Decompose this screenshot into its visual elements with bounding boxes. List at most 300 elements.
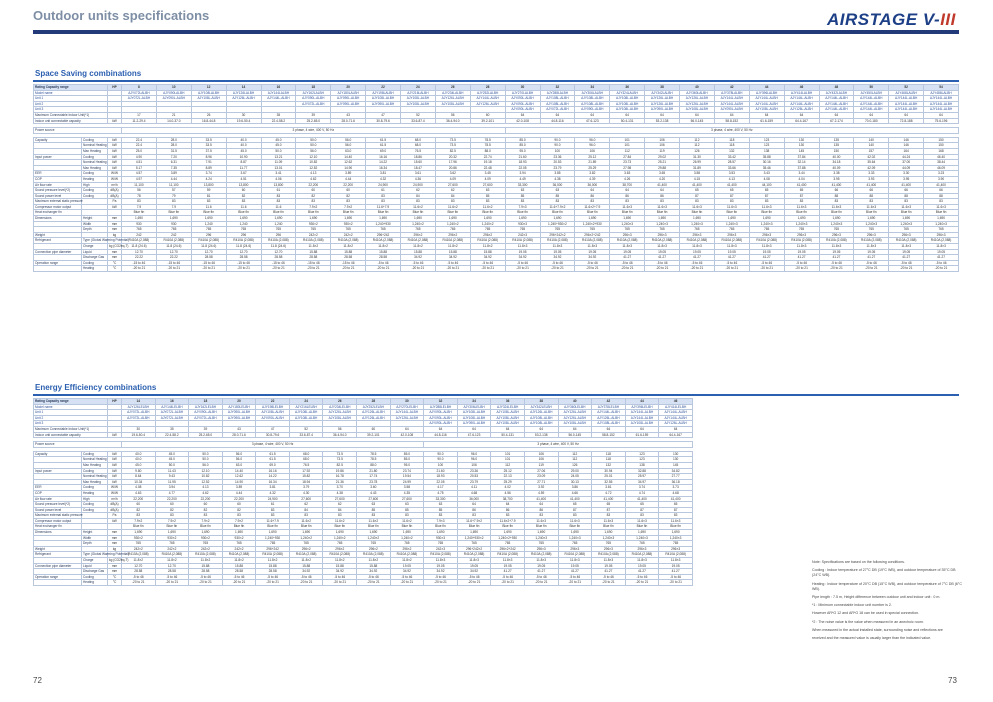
table-cell: 41.27 [784,255,819,261]
table-cell: 7.20 [156,154,191,160]
table-cell: 1,690 [390,530,424,536]
table-cell: 3.41 [261,171,296,177]
table-cell: 25.2-65.0 [296,118,331,124]
table-cell: 42 [592,399,626,405]
table-cell: 82 [155,507,189,513]
row-label: Input power [34,154,82,160]
table-cell: 78.5 [357,451,391,457]
table-cell: 28.58 [261,255,296,261]
table-cell: AJY144L-ALBH [854,96,889,102]
table-cell: 930 [156,221,191,227]
table-cell: 930×3 [424,535,458,541]
table-cell: 296×3 [854,232,889,238]
table-cell: AJY126L-ALBH [592,415,626,421]
row-sublabel: Max Heating [82,148,108,154]
table-cell: 40.0 [122,457,156,463]
table-cell: 56 [435,112,470,118]
table-cell: 28 [357,399,391,405]
table-cell: 84 [289,507,323,513]
table-cell: 1,240×3 [924,221,959,227]
table-cell: 16.78 [323,474,357,480]
table-cell: 4.13 [296,171,331,177]
table-cell: AJY396LELBH [625,404,659,410]
row-unit: mm [108,569,122,575]
table-cell: AJY090L-ALBH [505,96,540,102]
row-label: Maximum external static pressure [35,199,83,204]
table-cell: 11.8×2 [435,244,470,250]
table-cell: 13.01 [261,165,296,171]
table-cell: 37.00 [889,160,924,166]
table-cell: 41.27 [749,255,784,261]
table-cell: 37.5 [191,148,226,154]
table-cell: 83 [122,199,157,205]
row-unit: m³/h [108,496,122,502]
table-cell: 101 [610,143,645,149]
table-cell: AJY090L-ALBH [505,107,540,113]
table-cell: 296×3 [625,546,659,552]
table-cell: 3.89 [222,485,256,491]
table-cell: R410A (2,088) [366,238,401,244]
table-cell: 36.4-94.0 [323,432,357,438]
table-cell: 29.88 [645,165,680,171]
table-cell: 296×3 [592,546,626,552]
table-cell: 40.00 [819,154,854,160]
table-cell: 33,300 [505,182,540,188]
row-sublabel: Charge [82,558,108,564]
table-cell: 145 [784,148,819,154]
row-label: COP [34,176,82,182]
table-cell: 7.9×2 [331,204,366,210]
table-cell: AJY414LALBH [784,90,819,96]
table-cell: -20 to 21 [289,580,323,586]
table-cell: 132 [714,148,749,154]
table-cell: AJY072L-ALBH [155,410,189,416]
table-cell: 11.6×2 [390,518,424,524]
table-cell: 765 [819,227,854,233]
table-cell: 10 [156,85,191,91]
table-cell: 1,240×2+930 [491,535,525,541]
table-cell: 38 [524,399,558,405]
table-cell: 42 [714,85,749,91]
table-cell: -5 to 46 [558,574,592,580]
table-cell: 56.0 [331,137,366,143]
table-cell: R410A (2,088) [491,552,525,558]
table-cell: 11.8×3 [505,244,540,250]
table-cell: 4.09 [470,176,505,182]
table-cell: R410A (2,088) [575,238,610,244]
table-cell: AJY090L-ALBH [189,410,223,416]
table-cell: AJY126L-ALBH [558,410,592,416]
table-cell: 21 [156,112,191,118]
table-cell: -5 to 46 [390,574,424,580]
table-cell: 41,400 [524,496,558,502]
table-cell: 3.89 [156,171,191,177]
table-cell: 27,600 [357,496,391,502]
table-cell: 14 [122,399,156,405]
table-cell: AJY108LALBH [191,90,226,96]
row-label: Indoor unit connectable capacity [34,118,108,124]
table-cell: 1,240×3 [558,535,592,541]
table-cell: -5 to 46 [256,574,290,580]
table-cell: 1,240×2 [323,535,357,541]
table-cell: AJY144L-ALBH [889,96,924,102]
table-cell: -5 to 46 [659,574,693,580]
table-cell: R410A (2,088) [889,238,924,244]
table-cell: Blue fin [366,210,401,216]
table-cell: 25.29 [575,165,610,171]
table-cell: AJY360LALBH [680,90,715,96]
table-cell: 3.67 [226,171,261,177]
table-cell: 765 [331,227,366,233]
table-cell: 25.12 [575,154,610,160]
row-label: Operation range [34,574,82,580]
table-cell: 58.8-152 [592,432,626,438]
row-unit: mm [108,541,122,547]
table-cell: AJY108L-ALBH [323,415,357,421]
table-cell: 61.5 [366,143,401,149]
table-cell: 296×2+242 [575,232,610,238]
table-cell: 11.8×3 [625,558,659,564]
table-cell: 47.6-123 [575,118,610,124]
table-cell: 83 [610,199,645,205]
note-line: received and the measured value is usually larger than the indicated value. [812,636,932,641]
table-cell: AJY126L-ALBH [435,96,470,102]
table-cell: 12.70 [156,249,191,255]
row-label: Model name [34,404,108,410]
row-unit: HP [108,399,122,405]
table-cell: AJY198LELBH [256,404,290,410]
table-cell: 83 [558,513,592,519]
row-label: COP [34,490,82,496]
table-cell: 36.4-94.0 [435,118,470,124]
table-cell: 64 [457,426,491,432]
table-cell: 296×2 [390,546,424,552]
table-cell: 150 [924,137,959,143]
page-title: Outdoor units specifications [33,8,210,23]
table-cell: 11.6×3 [610,204,645,210]
table-cell: 3.85 [540,171,575,177]
table-cell: 95.0 [505,148,540,154]
table-cell: 45.0 [226,148,261,154]
table-cell: 87 [659,507,693,513]
table-cell: -20 to 21 [924,266,959,272]
table-cell: AJY090L-ALBH [424,415,458,421]
row-sublabel: Cooling [82,137,108,143]
table-cell: 46.40 [924,154,959,160]
table-cell: -15 to 46 [296,260,331,266]
table-cell: -5 to 46 [889,260,924,266]
brand-logo [827,10,956,30]
table-cell: 43 [222,426,256,432]
table-cell: R410A (2,088) [222,552,256,558]
table-cell: 7.9×2 [155,518,189,524]
table-cell: 1,690 [435,216,470,222]
table-cell: 63 [540,188,575,194]
table-cell: 3.93 [854,176,889,182]
table-cell: -15 to 46 [191,260,226,266]
table-cell: 765 [155,541,189,547]
table-cell: 64 [819,112,854,118]
table-cell: 4.15 [680,176,715,182]
row-unit: kW [108,474,122,480]
table-cell: 7.9×2 [222,518,256,524]
table-cell: 1,240×2 [390,535,424,541]
table-cell: 4.44 [222,490,256,496]
table-cell: 78.5 [470,143,505,149]
table-cell: 150 [819,148,854,154]
table-cell: AJY144LELBH [155,404,189,410]
table-cell: 34.92 [390,569,424,575]
note-line: Note: Specifications are based on the following conditions. [812,560,905,564]
table-cell: 22 [256,399,290,405]
table-cell: 765 [226,227,261,233]
table-cell: 765 [256,541,290,547]
table-cell: 7.9×3 [424,518,458,524]
table-cell: R410A (2,088) [435,238,470,244]
table-cell: 66 [924,188,959,194]
table-cell: 296×2 [401,232,436,238]
table-cell: AJY144L-ALBH [659,410,693,416]
table-cell: 73.5 [323,451,357,457]
row-sublabel: Max Heating [82,479,108,485]
row-unit: W/W [108,176,122,182]
table-cell: 28.58 [155,569,189,575]
table-cell: -20 to 21 [256,580,290,586]
table-cell: 4.06 [261,176,296,182]
table-cell: 1,690 [222,530,256,536]
table-cell: 22.4 [122,137,157,143]
table-cell: 41.27 [558,569,592,575]
table-cell: 19.05 [714,249,749,255]
table-cell: 83 [645,199,680,205]
table-cell: 242 [122,232,157,238]
table-cell: 36,000 [540,182,575,188]
table-cell: 19.05 [491,563,525,569]
table-cell: 765 [714,227,749,233]
table-cell: AJY108L-ALBH [680,107,715,113]
row-unit: kW [108,165,122,171]
table-cell: 130 [784,137,819,143]
table-cell: 11.8×3 [558,558,592,564]
table-cell: AJY450LALBH [854,90,889,96]
table-cell: 4.68 [659,490,693,496]
table-cell: 164 [889,148,924,154]
table-cell: 36.18 [659,479,693,485]
table-cell: 42.0-108 [505,118,540,124]
table-cell: 30 [122,426,156,432]
table-cell: 83 [156,199,191,205]
table-cell: -5 to 46 [540,260,575,266]
table-cell: 765 [435,227,470,233]
table-cell: 41,400 [558,496,592,502]
table-cell: 83 [457,513,491,519]
brand-series: V- [922,10,941,29]
table-cell: 87 [714,193,749,199]
table-cell: 45.0 [155,457,189,463]
table-cell: 64 [625,426,659,432]
table-cell: 41,400 [924,182,959,188]
section-title-space-saving: Space Saving combinations [35,69,142,78]
table-cell: 19.05 [749,249,784,255]
table-cell: 242×2 [155,546,189,552]
table-cell: 64 [524,426,558,432]
table-cell: 5.17 [122,165,157,171]
table-cell: 1,690 [749,216,784,222]
table-cell: 19.05 [854,249,889,255]
table-cell: 56.0 [222,451,256,457]
table-cell: 4.13 [714,176,749,182]
table-cell: 930×2 [189,535,223,541]
table-cell: 41,400 [625,496,659,502]
table-cell: 28.0 [156,143,191,149]
table-cell: 7.9×2 [189,518,223,524]
row-label: Maximum Connectable Indoor Unit(*1) [34,426,108,432]
row-unit: kW [108,468,122,474]
table-cell: 7.9 [156,204,191,210]
table-cell: 88 [889,193,924,199]
table-cell: AJY144L-ALBH [470,96,505,102]
table-cell: 83 [505,199,540,205]
table-cell: -20 to 21 [366,266,401,272]
table-cell: 78.5 [470,137,505,143]
table-cell: -5 to 46 [222,574,256,580]
table-cell: 11.8×2 [323,558,357,564]
table-cell: 101 [491,451,525,457]
table-cell: 106 [645,137,680,143]
table-cell: 35 [261,112,296,118]
table-cell: 78.5 [357,457,391,463]
row-sublabel: Discharge Gas [82,255,108,261]
table-cell: AJY126L-ALBH [784,107,819,113]
table-cell: 4.02 [491,485,525,491]
table-cell: Blue fin [680,210,715,216]
table-cell: AJY162LELBH [189,404,223,410]
table-cell: AJY072L-ALBH [189,415,223,421]
table-cell: 11.8×3 [610,244,645,250]
row-label: Heat exchanger fin [34,524,82,530]
table-cell: Blue fin [435,210,470,216]
table-cell: 19.05 [424,563,458,569]
table-cell: 1,240×3 [592,535,626,541]
table-cell: 101 [491,457,525,463]
table-cell: 83 [491,513,525,519]
table-cell: -5 to 46 [645,260,680,266]
table-cell: 11.6×3 [784,204,819,210]
table-cell: 22,200 [296,182,331,188]
table-cell: 69.0 [256,462,290,468]
table-cell: 44.09 [889,165,924,171]
table-cell: 64 [854,112,889,118]
table-cell: 22.4-58.2 [261,118,296,124]
table-cell: 40.09 [819,165,854,171]
table-cell: AJY090L-ALBH [222,410,256,416]
table-cell: 3.62 [435,171,470,177]
table-cell: 83 [592,513,626,519]
table-cell: -20 to 21 [424,580,458,586]
table-cell: 126 [680,148,715,154]
table-cell: Blue fin [331,210,366,216]
table-cell: 28.0-71.6 [222,432,256,438]
table-cell: -5 to 46 [592,574,626,580]
table-cell: 79 [156,193,191,199]
table-cell: AJY234LELBH [323,404,357,410]
table-cell: 4.38 [323,490,357,496]
table-cell: 123 [749,137,784,143]
table-cell: 123 [749,143,784,149]
table-cell: 41,400 [680,182,715,188]
table-cell: 1,690 [575,216,610,222]
table-cell: 1,690 [558,530,592,536]
table-cell: AJY144L-ALBH [854,101,889,107]
table-cell: 82 [189,507,223,513]
row-label: Refrigerant [34,552,82,558]
table-cell: 46.09 [924,165,959,171]
table-cell: 61 [366,188,401,194]
table-cell: 88.0 [357,462,391,468]
table-cell: 11.6×3 [749,204,784,210]
table-cell: 3.82 [575,171,610,177]
row-unit: kW [108,204,122,210]
table-cell: 85 [540,193,575,199]
note-line: Pipe length : 7.5 m, Height difference between outdoor unit and indoor unit : 0 m. [812,595,941,600]
table-cell: 19.05 [680,249,715,255]
table-cell: 930×2 [122,535,156,541]
row-unit: kW [108,479,122,485]
table-cell: 15.88 [401,249,436,255]
table-cell: 765 [222,541,256,547]
table-cell: 19.05 [592,563,626,569]
table-cell: 1,690 [784,216,819,222]
table-cell: AJY090L-ALBH [575,107,610,113]
table-cell: -5 to 46 [357,574,391,580]
table-cell: 130 [784,143,819,149]
table-cell: 83 [226,199,261,205]
table-cell: 29.02 [645,154,680,160]
table-cell: -20 to 21 [854,266,889,272]
table-cell: 52 [401,112,436,118]
table-cell: 26 [191,112,226,118]
table-cell: 30 [505,85,540,91]
table-cell: Blue fin [256,524,290,530]
table-cell: 19.05 [924,249,959,255]
table-cell: R410A (2,088) [457,552,491,558]
table-cell: 40.0 [122,451,156,457]
table-cell: 83 [924,199,959,205]
table-cell: Blue fin [390,524,424,530]
table-cell: 83 [854,199,889,205]
table-cell: 3.81 [592,485,626,491]
table-cell: 60 [226,188,261,194]
table-cell: 130 [659,451,693,457]
table-cell: 64 [680,112,715,118]
row-unit: HP [108,85,122,91]
table-cell: -15 to 46 [261,260,296,266]
table-cell: 13,800 [191,182,226,188]
table-cell: -5 to 46 [505,260,540,266]
table-cell: 83 [289,513,323,519]
table-cell: 64 [491,426,525,432]
table-cell: 57 [156,188,191,194]
table-cell: 24,900 [366,182,401,188]
table-cell: 18 [296,85,331,91]
row-unit: mm [108,255,122,261]
table-row [34,266,959,272]
table-cell: 14.22 [366,160,401,166]
table-cell: 23.78 [357,479,391,485]
table-cell: -5 to 46 [714,260,749,266]
table-cell: AJY072L-ALBH [122,96,157,102]
table-cell: 4.57 [122,171,157,177]
